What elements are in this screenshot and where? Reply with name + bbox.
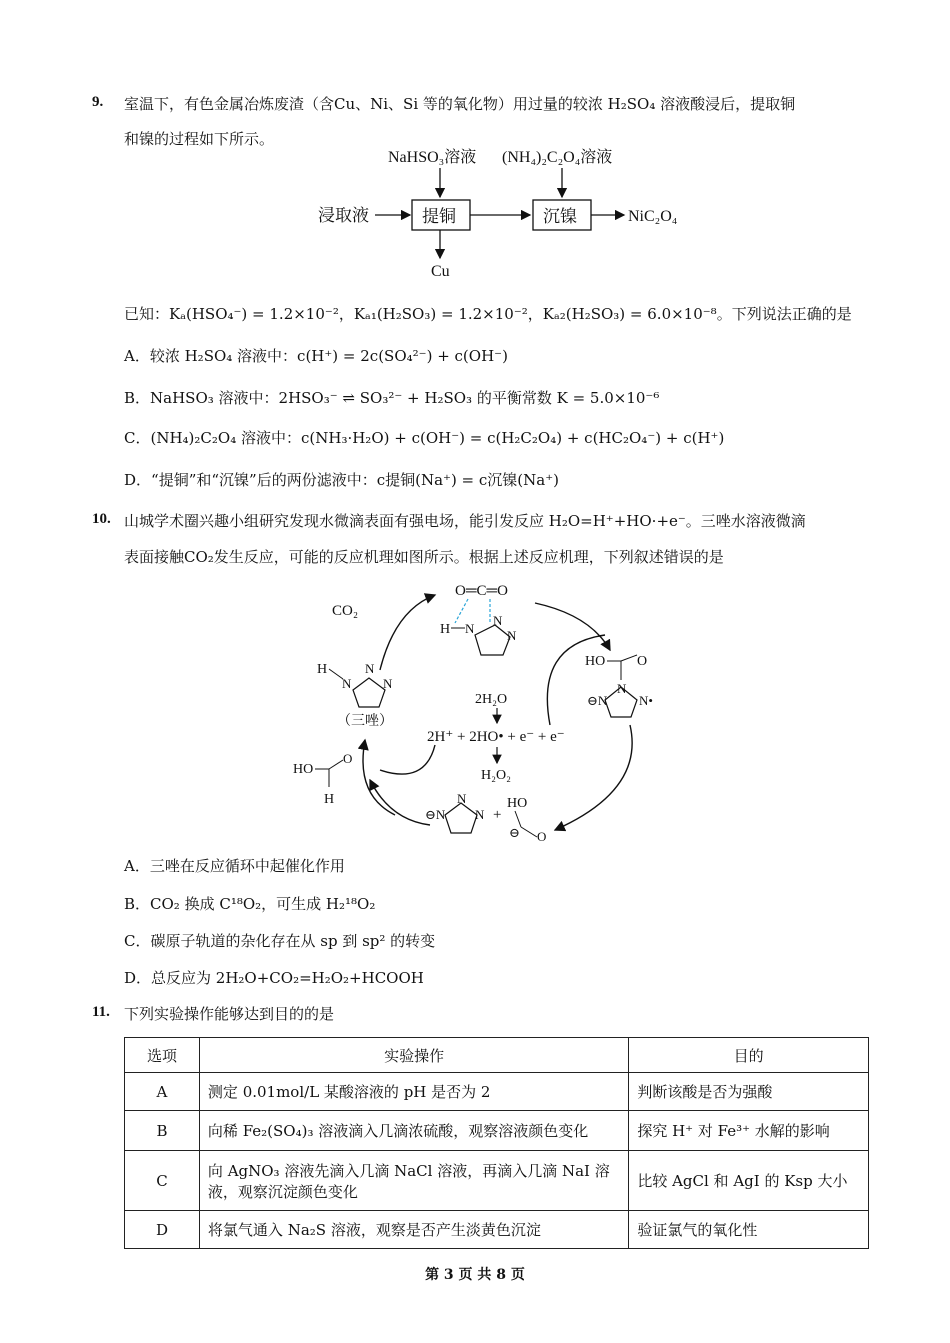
- table-header-goal: 目的: [629, 1038, 869, 1073]
- table-row: [125, 1151, 869, 1211]
- svg-text:N: N: [342, 676, 352, 691]
- table-header-option: 选项: [125, 1038, 200, 1073]
- table-cell-option: D: [125, 1211, 200, 1249]
- svg-text:N: N: [365, 661, 375, 676]
- svg-text:O: O: [343, 751, 353, 766]
- q11-stem: 下列实验操作能够达到目的的是: [124, 1005, 335, 1023]
- q9-flowchart: [300, 142, 720, 282]
- flow-byproduct: Cu: [431, 263, 450, 280]
- table-cell-option: B: [125, 1111, 200, 1151]
- svg-text:N: N: [383, 676, 393, 691]
- table-cell-goal: 比较 AgCl 和 AgI 的 Ksp 大小: [629, 1151, 869, 1211]
- svg-text:+: +: [493, 807, 502, 823]
- q9-stem-line1: 室温下，有色金属冶炼废渣（含Cu、Ni、Si 等的氧化物）用过量的较浓 H₂SO₄ 溶液酸浸后，提取铜: [124, 95, 796, 113]
- table-cell-operation: 将氯气通入 Na₂S 溶液，观察是否产生淡黄色沉淀: [199, 1211, 628, 1249]
- table-cell-goal: 探究 H⁺ 对 Fe³⁺ 水解的影响: [629, 1111, 869, 1151]
- table-cell-goal: 判断该酸是否为强酸: [629, 1073, 869, 1111]
- q10-option-a: A．三唑在反应循环中起催化作用: [124, 857, 345, 875]
- q10-stem-line2: 表面接触CO₂发生反应，可能的反应机理如图所示。根据上述反应机理，下列叙述错误的是: [124, 548, 724, 566]
- diagram-ho-label: HO: [293, 762, 314, 777]
- flow-reagent2: (NH₄)₂C₂O₄溶液: [502, 149, 613, 166]
- svg-text:HO: HO: [585, 654, 606, 669]
- svg-text:N: N: [617, 681, 627, 696]
- table-row: [125, 1211, 869, 1249]
- q10-number: 10.: [92, 511, 111, 527]
- svg-text:O: O: [637, 654, 648, 669]
- diagram-center: 2H⁺ + 2HO• + e⁻ + e⁻: [427, 729, 565, 745]
- flow-step1: 提铜: [422, 207, 456, 226]
- diagram-co2: CO₂: [332, 603, 359, 619]
- q10-mechanism-diagram: [285, 575, 685, 850]
- diagram-h2o2: H₂O₂: [481, 768, 511, 783]
- q9-option-b: B．NaHSO₃ 溶液中：2HSO₃⁻ ⇌ SO₃²⁻ + H₂SO₃ 的平衡常数 K = 5.0×10⁻⁶: [124, 389, 660, 407]
- svg-text:⊖N: ⊖N: [425, 807, 446, 822]
- svg-text:⊖: ⊖: [509, 825, 520, 840]
- table-cell-operation: 测定 0.01mol/L 某酸溶液的 pH 是否为 2: [199, 1073, 628, 1111]
- diagram-radical: N•: [639, 693, 653, 708]
- page-footer: 第 3 页 共 8 页: [425, 1267, 525, 1283]
- table-cell-operation: 向稀 Fe₂(SO₄)₃ 溶液滴入几滴浓硫酸，观察溶液颜色变化: [199, 1111, 628, 1151]
- table-cell-option: C: [125, 1151, 200, 1211]
- svg-text:H: H: [324, 792, 335, 807]
- table-cell-option: A: [125, 1073, 200, 1111]
- svg-text:H: H: [440, 622, 451, 637]
- q9-option-a: A．较浓 H₂SO₄ 溶液中：c(H⁺) = 2c(SO₄²⁻) + c(OH⁻): [124, 347, 508, 365]
- diagram-oco: O═C═O: [455, 583, 508, 599]
- flow-reagent1: NaHSO₃溶液: [388, 149, 477, 166]
- q9-known: 已知：Kₐ(HSO₄⁻) = 1.2×10⁻²，Kₐ₁(H₂SO₃) = 1.2×10⁻²，Kₐ₂(H₂SO₃) = 6.0×10⁻⁸。下列说法正确的是: [124, 305, 852, 323]
- table-cell-operation: 向 AgNO₃ 溶液先滴入几滴 NaCl 溶液，再滴入几滴 NaI 溶液，观察沉淀颜色变化: [199, 1151, 628, 1211]
- q10-option-b: B．CO₂ 换成 C¹⁸O₂，可生成 H₂¹⁸O₂: [124, 895, 376, 913]
- svg-text:N: N: [457, 791, 467, 806]
- svg-text:N: N: [507, 628, 517, 643]
- svg-text:N: N: [493, 613, 503, 628]
- table-cell-goal: 验证氯气的氧化性: [629, 1211, 869, 1249]
- svg-text:N: N: [465, 621, 475, 636]
- table-row: [125, 1111, 869, 1151]
- table-row: [125, 1073, 869, 1111]
- svg-text:O: O: [537, 829, 547, 844]
- svg-text:HO: HO: [507, 796, 528, 811]
- svg-text:N: N: [475, 807, 485, 822]
- table-header-row: [125, 1038, 869, 1073]
- q10-option-c: C．碳原子轨道的杂化存在从 sp 到 sp² 的转变: [124, 932, 436, 950]
- q9-option-d: D．“提铜”和“沉镍”后的两份滤液中：c提铜(Na⁺) = c沉镍(Na⁺): [124, 471, 559, 489]
- table-header-operation: 实验操作: [199, 1038, 628, 1073]
- q9-option-c: C．(NH₄)₂C₂O₄ 溶液中：c(NH₃·H₂O) + c(OH⁻) = c(H₂C₂O₄) + c(HC₂O₄⁻) + c(H⁺): [124, 429, 725, 447]
- q11-number: 11.: [92, 1004, 110, 1020]
- flow-product: NiC₂O₄: [628, 208, 678, 225]
- q10-option-d: D．总反应为 2H₂O+CO₂=H₂O₂+HCOOH: [124, 969, 424, 987]
- diagram-triazole-label: （三唑）: [337, 714, 393, 729]
- flow-step2: 沉镍: [543, 207, 577, 226]
- flow-input: 浸取液: [318, 206, 369, 225]
- svg-text:H: H: [317, 662, 328, 677]
- svg-text:⊖N: ⊖N: [587, 693, 608, 708]
- q9-stem-line2: 和镍的过程如下所示。: [124, 130, 275, 148]
- q11-table: [124, 1037, 869, 1249]
- q10-stem-line1: 山城学术圈兴趣小组研究发现水微滴表面有强电场，能引发反应 H₂O=H⁺+HO·+e⁻。三唑水溶液微滴: [124, 512, 806, 530]
- q9-number: 9.: [92, 94, 104, 110]
- diagram-h2o: 2H₂O: [475, 692, 508, 707]
